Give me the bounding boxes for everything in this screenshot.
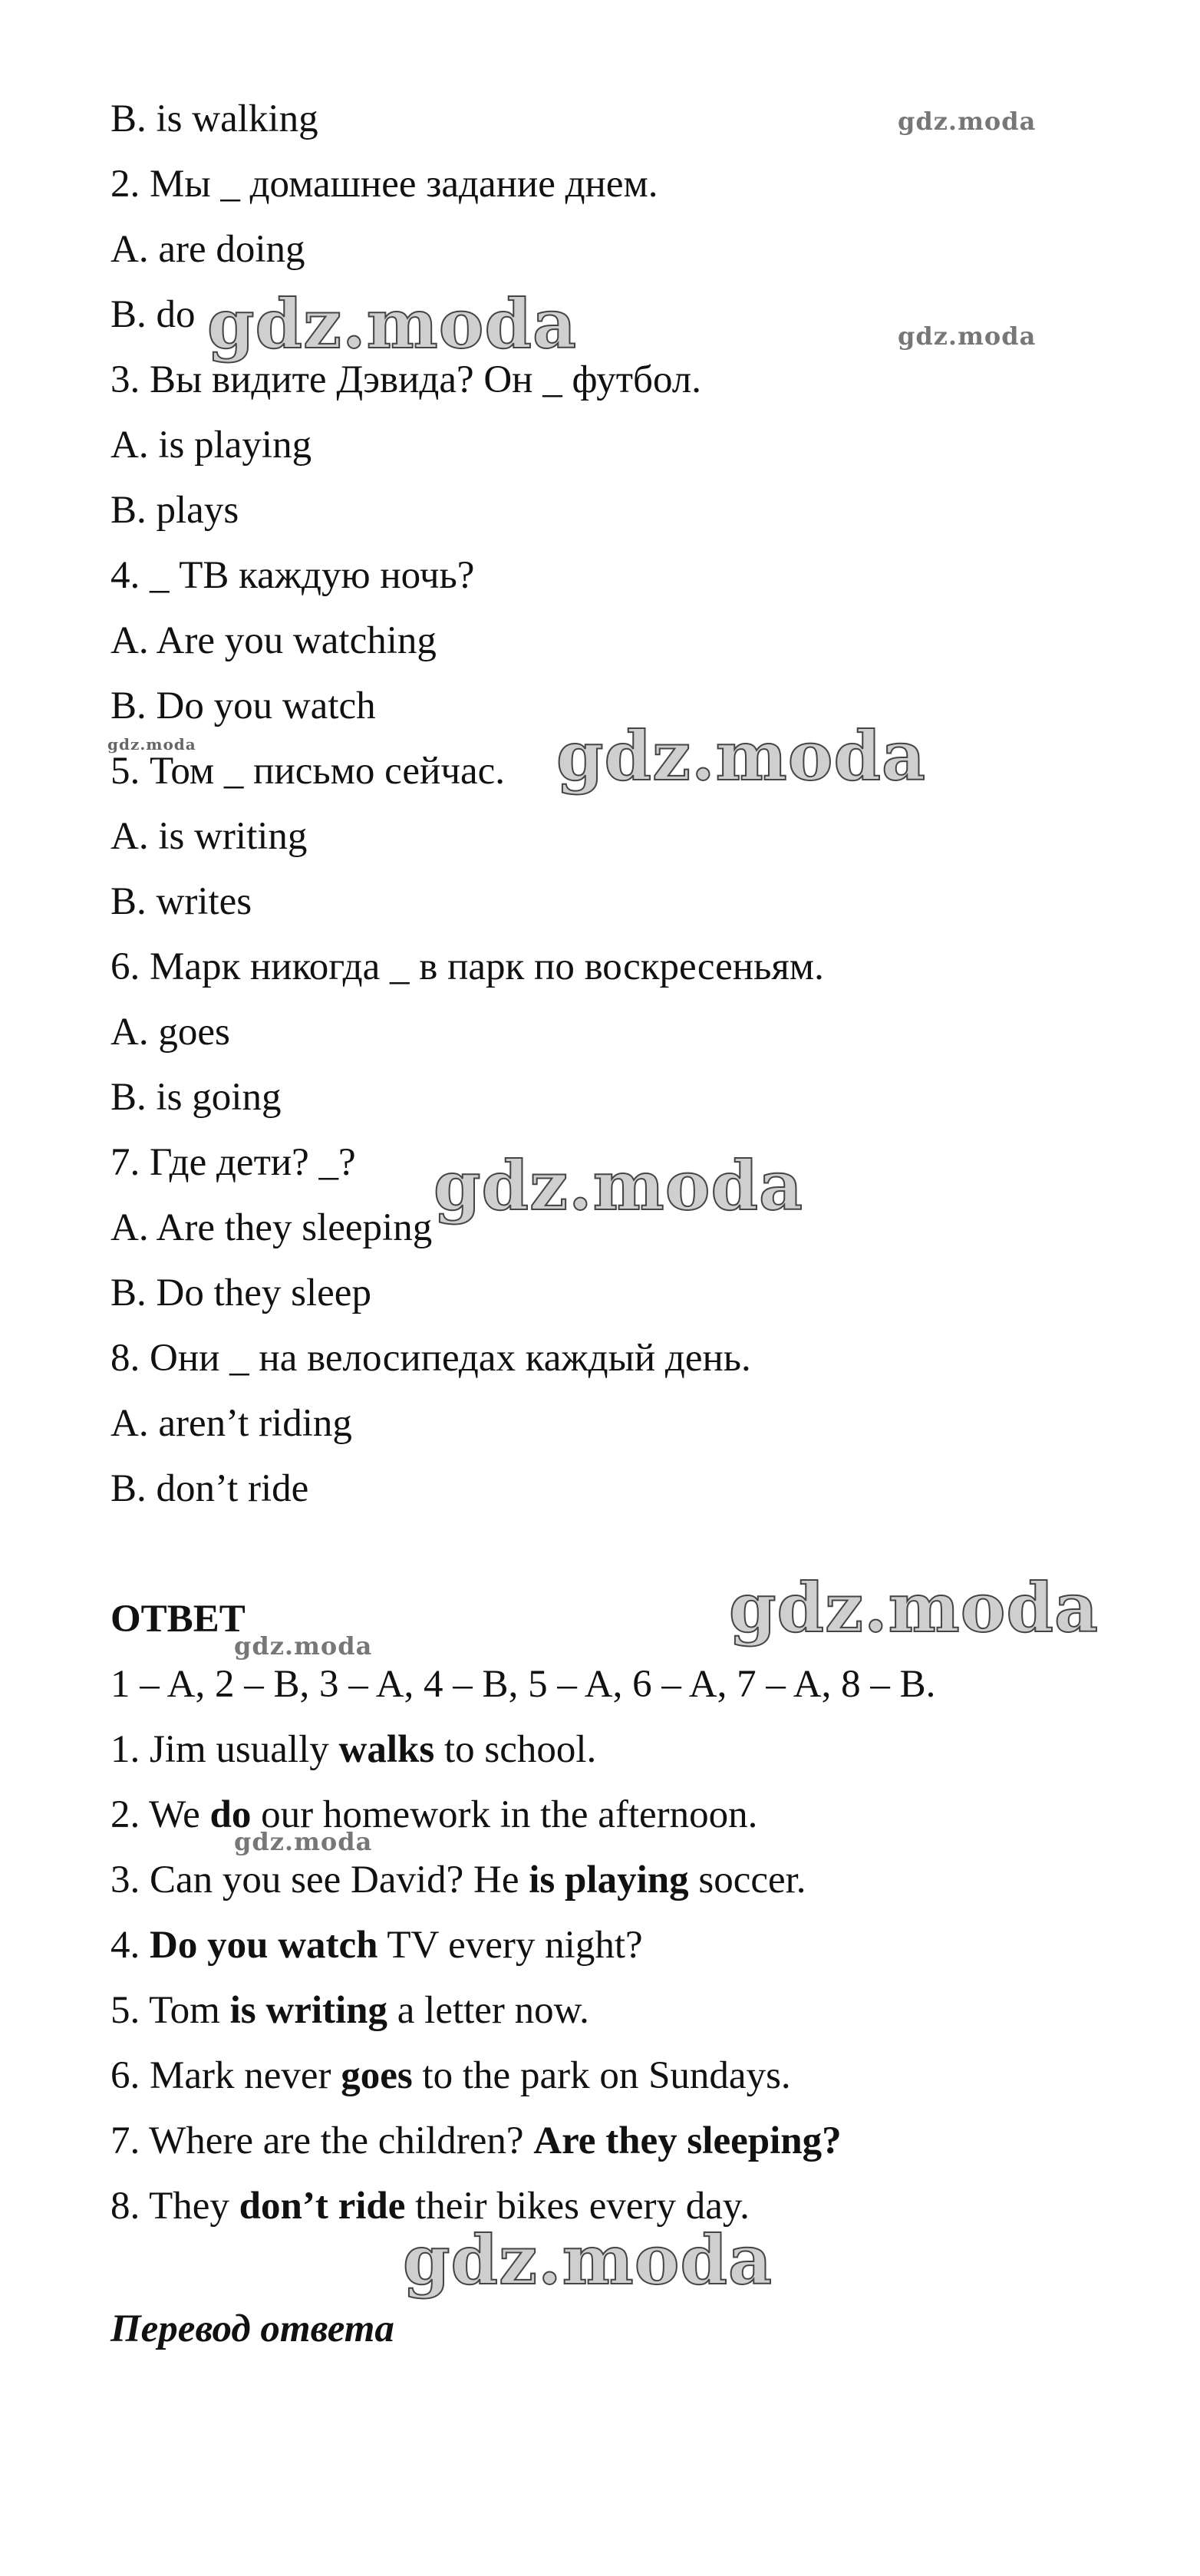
answer-sentence: 5. Tom is writing a letter now.	[110, 1989, 589, 2032]
question-line: A. Are you watching	[110, 619, 437, 662]
question-line: A. is playing	[110, 424, 312, 467]
watermark: gdz.moda	[403, 2220, 773, 2300]
question-line: 8. Они _ на велосипедах каждый день.	[110, 1337, 751, 1380]
watermark: gdz.moda	[729, 1568, 1099, 1648]
watermark: gdz.moda	[234, 1631, 373, 1661]
answer-key: 1 – A, 2 – B, 3 – A, 4 – B, 5 – A, 6 – A, 7 – A, 8 – B.	[110, 1663, 936, 1706]
question-line: A. Are they sleeping	[110, 1206, 433, 1249]
question-line: A. aren’t riding	[110, 1402, 352, 1445]
answer-sentence: 4. Do you watch TV every night?	[110, 1924, 643, 1967]
watermark: gdz.moda	[107, 735, 196, 754]
answer-sentence: 7. Where are the children? Are they sleeping?	[110, 2119, 842, 2162]
watermark: gdz.moda	[556, 716, 927, 796]
answer-heading: ОТВЕТ	[110, 1598, 246, 1641]
watermark: gdz.moda	[898, 107, 1037, 136]
watermark: gdz.moda	[898, 322, 1037, 351]
watermark: gdz.moda	[434, 1146, 804, 1225]
question-line: B. don’t ride	[110, 1467, 309, 1510]
answer-sentence: 6. Mark never goes to the park on Sundays.	[110, 2054, 791, 2097]
question-line: 4. _ ТВ каждую ночь?	[110, 554, 475, 597]
question-line: A. goes	[110, 1011, 230, 1054]
question-line: 3. Вы видите Дэвида? Он _ футбол.	[110, 358, 702, 401]
watermark: gdz.moda	[234, 1827, 373, 1856]
answer-sentence: 1. Jim usually walks to school.	[110, 1728, 597, 1771]
question-line: 7. Где дети? _?	[110, 1141, 356, 1184]
question-line: 5. Том _ письмо сейчас.	[110, 750, 505, 793]
question-line: B. plays	[110, 489, 239, 532]
question-line: B. is going	[110, 1076, 282, 1119]
question-line: B. Do they sleep	[110, 1272, 371, 1314]
translation-heading: Перевод ответа	[110, 2307, 394, 2350]
question-line: B. writes	[110, 880, 252, 923]
question-line: A. are doing	[110, 228, 305, 271]
question-line: 2. Мы _ домашнее задание днем.	[110, 163, 658, 206]
answer-sentence: 3. Can you see David? He is playing soccer.	[110, 1859, 806, 1901]
question-line: 6. Марк никогда _ в парк по воскресеньям.	[110, 945, 824, 988]
question-line: B. do	[110, 293, 196, 336]
question-line: A. is writing	[110, 815, 308, 858]
question-line: B. is walking	[110, 97, 318, 140]
answer-sentence: 2. We do our homework in the afternoon.	[110, 1793, 758, 1836]
answer-sentence: 8. They don’t ride their bikes every day.	[110, 2185, 750, 2228]
question-line: B. Do you watch	[110, 684, 376, 727]
watermark: gdz.moda	[207, 284, 578, 364]
